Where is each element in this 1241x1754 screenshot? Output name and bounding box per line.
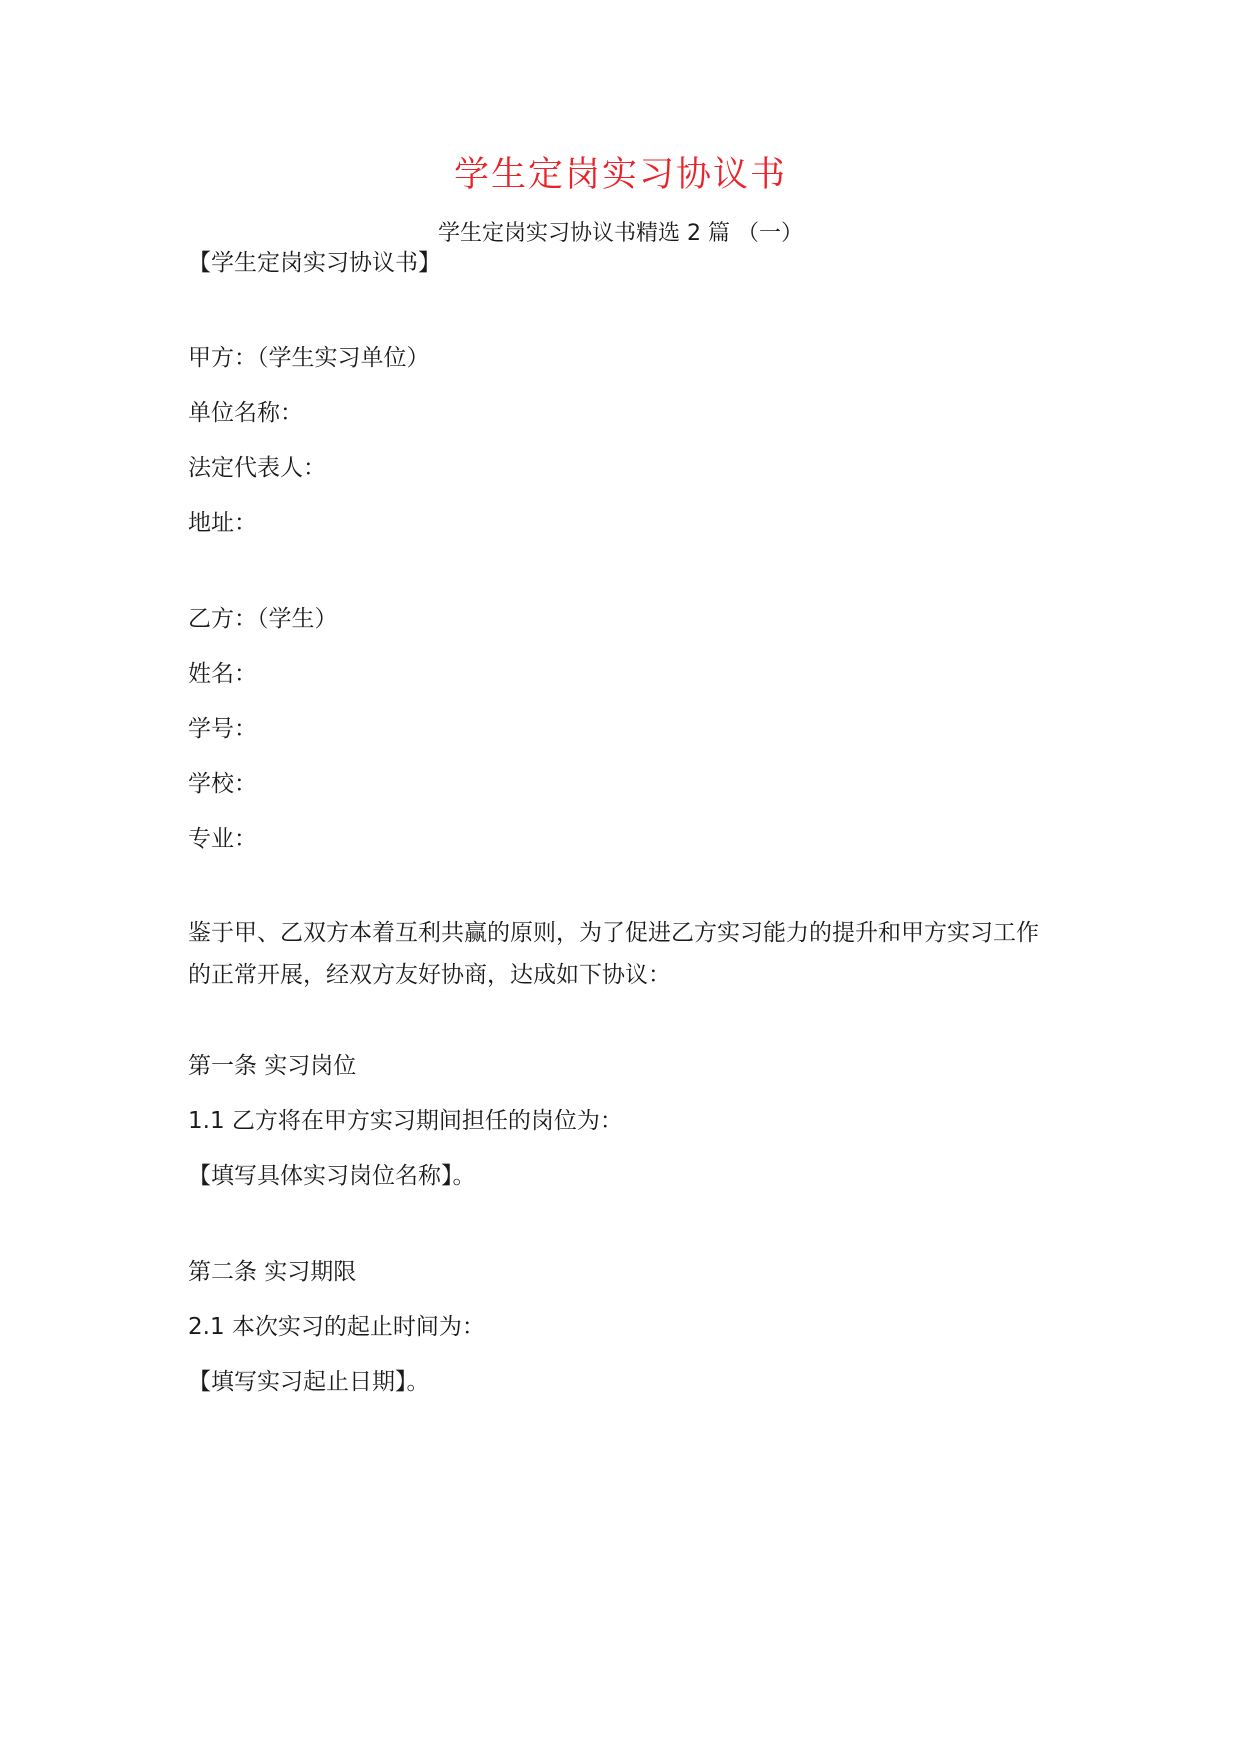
article1-clause: 1.1 乙方将在甲方实习期间担任的岗位为： [188, 1108, 623, 1134]
document-title: 学生定岗实习协议书 [453, 155, 787, 195]
article1-heading: 第一条 实习岗位 [188, 1053, 357, 1079]
party-a-label: 甲方：（学生实习单位） [188, 345, 430, 371]
article2-fill: 【填写实习起止日期】。 [188, 1369, 430, 1395]
school-field: 学校： [188, 771, 257, 797]
article1-fill: 【填写具体实习岗位名称】。 [188, 1163, 476, 1189]
document-subtitle: 学生定岗实习协议书精选 2 篇 （一） [438, 221, 803, 246]
preamble-paragraph: 鉴于甲、乙双方本着互利共赢的原则，为了促进乙方实习能力的提升和甲方实习工作的正常开展，经双方友好协商，达成如下协议： [188, 920, 1039, 988]
student-id-field: 学号： [188, 716, 257, 742]
section-heading: 【学生定岗实习协议书】 [188, 250, 441, 276]
party-b-label: 乙方：（学生） [188, 606, 338, 632]
unit-name-field: 单位名称： [188, 400, 303, 426]
article2-heading: 第二条 实习期限 [188, 1259, 357, 1285]
major-field: 专业： [188, 826, 257, 852]
article2-clause: 2.1 本次实习的起止时间为： [188, 1314, 485, 1340]
address-field: 地址： [188, 510, 257, 536]
name-field: 姓名： [188, 661, 257, 687]
legal-rep-field: 法定代表人： [188, 455, 326, 481]
